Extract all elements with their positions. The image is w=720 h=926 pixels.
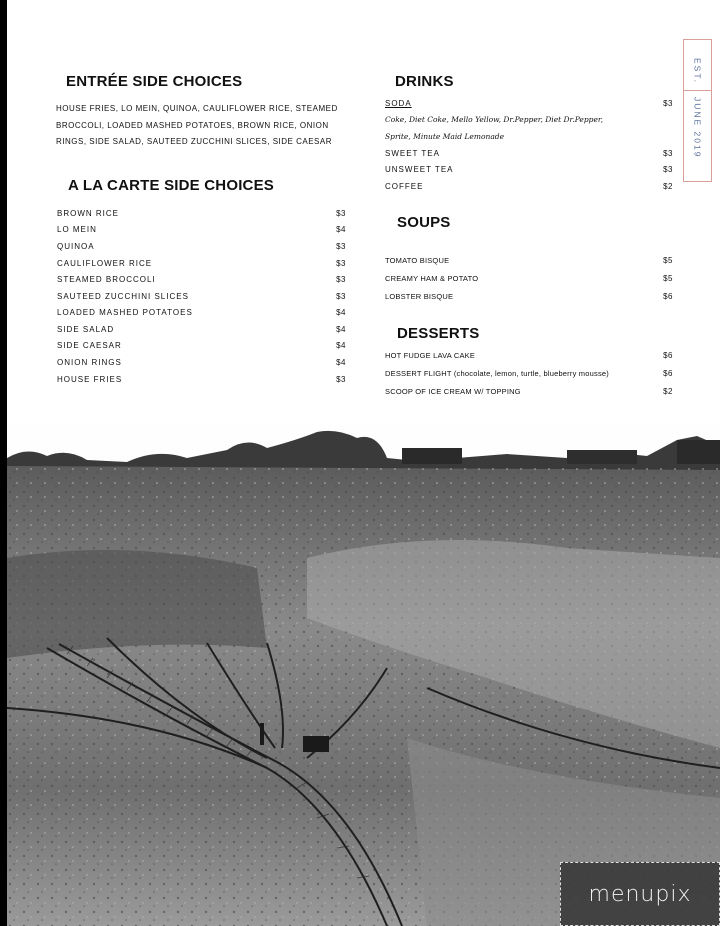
menu-item [57,222,346,236]
menu-item [57,355,346,369]
menu-item [57,239,346,253]
item-price: $3 [663,164,673,174]
entree-line: RINGS, SIDE SALAD, SAUTEED ZUCCHINI SLICES, SIDE CAESAR [56,137,332,146]
item-price: $3 [663,98,673,108]
entree-line: HOUSE FRIES, LO MEIN, QUINOA, CAULIFLOWER RICE, STEAMED [56,104,338,113]
established-stamp [683,39,712,182]
stamp-date: JUNE 2019 [692,96,703,159]
soda-flavors-line: Coke, Diet Coke, Mello Yellow, Dr.Pepper, Diet Dr.Pepper, [385,115,604,124]
item-price: $6 [663,291,673,301]
item-name: COFFEE [385,181,424,191]
item-name: DESSERT FLIGHT (chocolate, lemon, turtle, blueberry mousse) [385,368,609,378]
menu-item [57,256,346,270]
menu-item [385,146,673,160]
item-price: $3 [336,291,346,301]
item-name: QUINOA [57,241,95,251]
item-price: $2 [663,181,673,191]
quarry-photo [7,418,720,926]
item-price: $6 [663,350,673,360]
entree-line: BROCCOLI, LOADED MASHED POTATOES, BROWN RICE, ONION [56,120,329,130]
menu-item [385,253,673,267]
item-name: SIDE CAESAR [57,340,122,350]
menu-item [57,289,346,303]
item-name: LOBSTER BISQUE [385,291,454,301]
soda-flavors-line: Sprite, Minute Maid Lemonade [385,131,505,141]
item-price: $3 [336,208,346,218]
item-price: $3 [336,258,346,268]
stamp-divider [684,90,711,91]
item-name: HOT FUDGE LAVA CAKE [385,350,476,360]
menu-item [57,372,346,386]
menu-item [385,162,673,176]
menu-item [385,179,673,193]
worker-figure [260,723,264,745]
item-name: HOUSE FRIES [57,374,123,384]
item-name: SWEET TEA [385,148,440,158]
item-name: CREAMY HAM & POTATO [385,273,479,283]
item-name: ONION RINGS [57,357,122,367]
menu-item [57,338,346,352]
stamp-est-label: EST. [692,58,703,84]
entree-side-list [56,101,356,151]
menu-item [385,384,673,398]
item-name: TOMATO BISQUE [385,255,450,265]
item-name: BROWN RICE [57,208,119,218]
menu-item [385,348,673,362]
page-left-edge [0,0,7,926]
soda-flavors [385,112,675,145]
menu-item [57,272,346,286]
desserts-title: DESSERTS [397,325,480,342]
item-price: $4 [336,340,346,350]
menu-item [385,289,673,303]
item-name: STEAMED BROCCOLI [57,274,156,284]
item-price: $3 [663,148,673,158]
item-price: $6 [663,368,673,378]
item-price: $3 [336,274,346,284]
item-price: $4 [336,307,346,317]
drinks-title: DRINKS [395,73,454,90]
item-price: $4 [336,224,346,234]
item-price: $5 [663,273,673,283]
item-name: SCOOP OF ICE CREAM W/ TOPPING [385,386,521,396]
menu-item [57,322,346,336]
item-name: SAUTEED ZUCCHINI SLICES [57,291,189,301]
item-price: $5 [663,255,673,265]
item-price: $3 [336,241,346,251]
item-name: LOADED MASHED POTATOES [57,307,193,317]
menu-item [385,366,673,380]
soda-item [385,96,673,110]
mine-cart [303,736,329,752]
item-name: LO MEIN [57,224,97,234]
menupix-watermark [560,862,720,926]
alacarte-title: A LA CARTE SIDE CHOICES [68,177,275,194]
item-price: $4 [336,357,346,367]
soups-title: SOUPS [397,214,451,231]
item-name: CAULIFLOWER RICE [57,258,153,268]
menu-item [57,206,346,220]
item-name: SIDE SALAD [57,324,115,334]
quarry-illustration [7,418,720,926]
watermark-text: menupix [588,881,692,907]
item-name: SODA [385,98,412,108]
item-price: $4 [336,324,346,334]
entree-side-title: ENTRÉE SIDE CHOICES [66,73,243,90]
menu-item [385,271,673,285]
item-name: UNSWEET TEA [385,164,454,174]
item-price: $2 [663,386,673,396]
menu-item [57,305,346,319]
item-price: $3 [336,374,346,384]
